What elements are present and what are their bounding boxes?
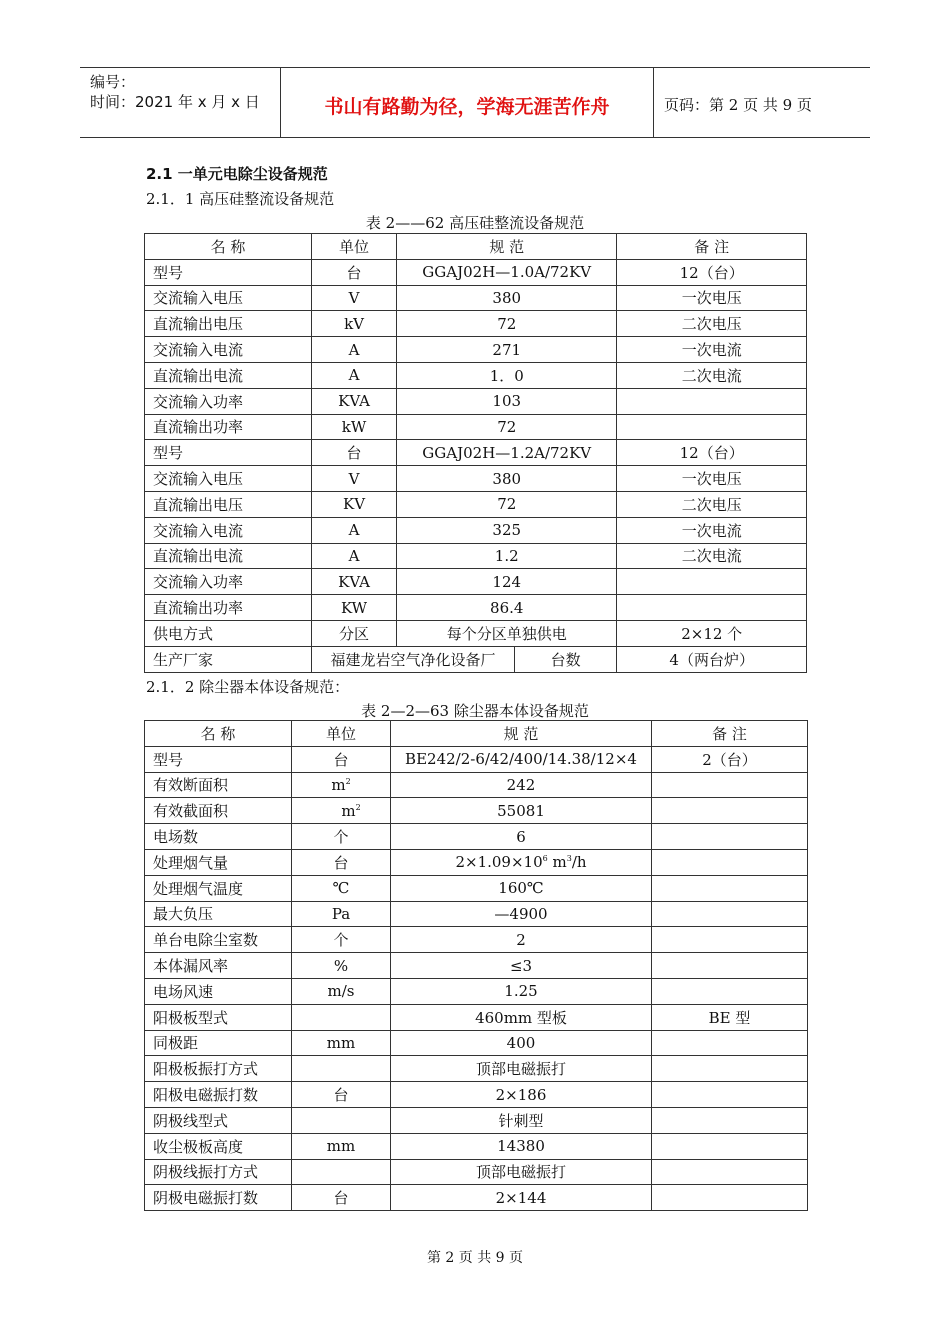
unit-cell: V <box>312 285 397 311</box>
subsection-1-title: 2.1．1 高压硅整流设备规范 <box>146 190 335 208</box>
remark-cell: 2（台） <box>652 746 808 772</box>
item-name-cell: 交流输入电流 <box>145 337 312 363</box>
column-header: 备 注 <box>617 234 807 260</box>
spec-cell: 顶部电磁振打 <box>391 1159 652 1185</box>
time-label: 时间：2021 年 x 月 x 日 <box>90 93 260 111</box>
table-row <box>145 1030 808 1056</box>
item-name-cell: 交流输入电压 <box>145 285 312 311</box>
item-name-cell: 型号 <box>145 746 292 772</box>
remark-cell <box>652 1159 808 1185</box>
superscript: 3 <box>566 854 572 864</box>
column-header: 名 称 <box>145 721 292 747</box>
column-header: 名 称 <box>145 234 312 260</box>
remark-cell: BE 型 <box>652 1004 808 1030</box>
unit-cell: KV <box>312 491 397 517</box>
spec-cell: 2 <box>391 927 652 953</box>
table-row <box>145 414 807 440</box>
remark-cell: 一次电流 <box>617 337 807 363</box>
remark-cell <box>652 1030 808 1056</box>
column-header: 备 注 <box>652 721 808 747</box>
column-header: 规 范 <box>397 234 617 260</box>
maker-cell: 福建龙岩空气净化设备厂 <box>312 646 515 672</box>
item-name-cell: 处理烟气温度 <box>145 875 292 901</box>
table-row <box>145 311 807 337</box>
spec-cell: 86.4 <box>397 595 617 621</box>
spec-cell: 380 <box>397 285 617 311</box>
spec-cell: 1.2 <box>397 543 617 569</box>
table-row <box>145 746 808 772</box>
table-row <box>145 646 807 672</box>
unit-cell: 台 <box>312 440 397 466</box>
remark-cell <box>652 824 808 850</box>
remark-cell: 一次电流 <box>617 517 807 543</box>
table1-caption: 表 2——62 高压硅整流设备规范 <box>365 214 585 232</box>
unit-cell: 台 <box>292 1082 391 1108</box>
remark-cell <box>652 875 808 901</box>
item-name-cell: 有效截面积 <box>145 798 292 824</box>
remark-cell: 二次电流 <box>617 543 807 569</box>
item-name-cell: 直流输出电压 <box>145 311 312 337</box>
table-row <box>145 1004 808 1030</box>
column-header: 单位 <box>292 721 391 747</box>
table-row <box>145 491 807 517</box>
remark-cell <box>652 1082 808 1108</box>
item-name-cell: 直流输出电流 <box>145 543 312 569</box>
item-name-cell: 型号 <box>145 440 312 466</box>
remark-cell <box>652 978 808 1004</box>
spec-cell: $2\times 1.09\times 10^6$ $m^3/h$ <box>391 849 652 875</box>
remark-cell: 4（两台炉） <box>617 646 807 672</box>
remark-cell <box>652 1056 808 1082</box>
table-row <box>145 927 808 953</box>
spec-cell: 针刺型 <box>391 1107 652 1133</box>
spec-cell: 242 <box>391 772 652 798</box>
table-row <box>145 798 808 824</box>
table-row <box>145 1056 808 1082</box>
spec-cell: BE242/2-6/42/400/14.38/12×4 <box>391 746 652 772</box>
table-row <box>145 1082 808 1108</box>
remark-cell: 12（台） <box>617 259 807 285</box>
remark-cell <box>617 414 807 440</box>
page-footer: 第 2 页 共 9 页 <box>426 1250 524 1266</box>
item-name-cell: 阳极电磁振打数 <box>145 1082 292 1108</box>
spec-cell: 6 <box>391 824 652 850</box>
table-row <box>145 1133 808 1159</box>
table-row <box>145 1159 808 1185</box>
remark-cell: 二次电流 <box>617 362 807 388</box>
unit-cell: m/s <box>292 978 391 1004</box>
item-name-cell: 最大负压 <box>145 901 292 927</box>
spec-cell: 72 <box>397 311 617 337</box>
table-row <box>145 517 807 543</box>
remark-cell <box>652 849 808 875</box>
table-row <box>145 259 807 285</box>
unit-cell: A <box>312 517 397 543</box>
unit-cell: 个 <box>292 824 391 850</box>
unit-cell: 台 <box>292 849 391 875</box>
unit-cell: A <box>312 362 397 388</box>
table-row <box>145 772 808 798</box>
unit-cell: V <box>312 466 397 492</box>
unit-cell: ℃ <box>292 875 391 901</box>
table-row <box>145 978 808 1004</box>
spec-cell: 72 <box>397 414 617 440</box>
unit-cell: Pa <box>292 901 391 927</box>
unit-cell: KW <box>312 595 397 621</box>
spec-cell: 顶部电磁振打 <box>391 1056 652 1082</box>
table-row <box>145 337 807 363</box>
column-header: 单位 <box>312 234 397 260</box>
item-name-cell: 直流输出电压 <box>145 491 312 517</box>
table-row <box>145 543 807 569</box>
table-row <box>145 440 807 466</box>
table-row <box>145 362 807 388</box>
item-name-cell: 阴极线振打方式 <box>145 1159 292 1185</box>
page-header <box>80 67 870 138</box>
item-name-cell: 直流输出电流 <box>145 362 312 388</box>
spec-cell: 2×186 <box>391 1082 652 1108</box>
item-name-cell: 阴极电磁振打数 <box>145 1185 292 1211</box>
item-name-cell: 交流输入电压 <box>145 466 312 492</box>
spec-cell: 55081 <box>391 798 652 824</box>
spec-cell: ≤3 <box>391 953 652 979</box>
spec-cell: 325 <box>397 517 617 543</box>
item-name-cell: 交流输入电流 <box>145 517 312 543</box>
remark-cell <box>652 1185 808 1211</box>
spec-cell: 1．0 <box>397 362 617 388</box>
table-row <box>145 953 808 979</box>
item-name-cell: 电场风速 <box>145 978 292 1004</box>
unit-cell: 台 <box>292 746 391 772</box>
remark-cell <box>652 772 808 798</box>
remark-cell: 二次电压 <box>617 491 807 517</box>
unit-cell: KVA <box>312 569 397 595</box>
unit-cell: $m^2$ <box>292 772 391 798</box>
table-row <box>145 620 807 646</box>
spec-cell: 14380 <box>391 1133 652 1159</box>
number-label: 编号： <box>90 73 136 91</box>
remark-cell <box>652 798 808 824</box>
item-name-cell: 直流输出功率 <box>145 414 312 440</box>
header-meta <box>80 68 281 137</box>
table-row <box>145 824 808 850</box>
item-name-cell: 电场数 <box>145 824 292 850</box>
unit-cell: 分区 <box>312 620 397 646</box>
item-name-cell: 生产厂家 <box>145 646 312 672</box>
table-row <box>145 1185 808 1211</box>
hv-rectifier-spec-table <box>144 233 807 673</box>
item-name-cell: 收尘极板高度 <box>145 1133 292 1159</box>
remark-cell: 12（台） <box>617 440 807 466</box>
table-row <box>145 388 807 414</box>
table-row <box>145 1107 808 1133</box>
remark-cell <box>652 1133 808 1159</box>
item-name-cell: 处理烟气量 <box>145 849 292 875</box>
item-name-cell: 阳极板型式 <box>145 1004 292 1030</box>
unit-cell: KVA <box>312 388 397 414</box>
unit-cell: mm <box>292 1030 391 1056</box>
table-row <box>145 285 807 311</box>
unit-cell: A <box>312 543 397 569</box>
column-header: 规 范 <box>391 721 652 747</box>
spec-cell: 460mm 型板 <box>391 1004 652 1030</box>
unit-cell: % <box>292 953 391 979</box>
table2-caption: 表 2—2—63 除尘器本体设备规范 <box>361 702 589 720</box>
spec-cell: 103 <box>397 388 617 414</box>
item-name-cell: 供电方式 <box>145 620 312 646</box>
unit-cell: 台 <box>312 259 397 285</box>
table-header-row <box>145 234 807 260</box>
remark-cell <box>652 901 808 927</box>
spec-cell: —4900 <box>391 901 652 927</box>
spec-cell: 每个分区单独供电 <box>397 620 617 646</box>
table-row <box>145 849 808 875</box>
section-title: 2.1 一单元电除尘设备规范 <box>146 165 328 183</box>
spec-cell: 160℃ <box>391 875 652 901</box>
spec-cell: GGAJ02H—1.0A/72KV <box>397 259 617 285</box>
remark-cell <box>652 1107 808 1133</box>
page-info: 页码：第 2 页 共 9 页 <box>664 96 812 114</box>
spec-cell: 400 <box>391 1030 652 1056</box>
unit-cell: kW <box>312 414 397 440</box>
count-label-cell: 台数 <box>514 646 616 672</box>
superscript: 2 <box>345 776 351 786</box>
item-name-cell: 同极距 <box>145 1030 292 1056</box>
table-row <box>145 569 807 595</box>
table-row <box>145 901 808 927</box>
header-page-cell <box>654 68 870 137</box>
unit-cell: $m^2$ <box>292 798 391 824</box>
unit-cell <box>292 1004 391 1030</box>
item-name-cell: 交流输入功率 <box>145 388 312 414</box>
item-name-cell: 单台电除尘室数 <box>145 927 292 953</box>
unit-cell: 个 <box>292 927 391 953</box>
unit-cell: A <box>312 337 397 363</box>
unit-cell: kV <box>312 311 397 337</box>
remark-cell: 二次电压 <box>617 311 807 337</box>
spec-cell: GGAJ02H—1.2A/72KV <box>397 440 617 466</box>
remark-cell <box>617 569 807 595</box>
spec-cell: 380 <box>397 466 617 492</box>
unit-cell: 台 <box>292 1185 391 1211</box>
precipitator-body-spec-table <box>144 720 808 1211</box>
item-name-cell: 型号 <box>145 259 312 285</box>
item-name-cell: 交流输入功率 <box>145 569 312 595</box>
table-header-row <box>145 721 808 747</box>
remark-cell <box>652 953 808 979</box>
superscript: 2 <box>355 802 361 812</box>
table-row <box>145 875 808 901</box>
spec-cell: 72 <box>397 491 617 517</box>
item-name-cell: 阳极板振打方式 <box>145 1056 292 1082</box>
remark-cell <box>617 595 807 621</box>
item-name-cell: 直流输出功率 <box>145 595 312 621</box>
spec-cell: 2×144 <box>391 1185 652 1211</box>
item-name-cell: 本体漏风率 <box>145 953 292 979</box>
spec-cell: 1.25 <box>391 978 652 1004</box>
motto: 书山有路勤为径，学海无涯苦作舟 <box>324 96 610 118</box>
table-row <box>145 466 807 492</box>
header-motto-cell <box>281 68 654 137</box>
superscript: 6 <box>542 854 548 864</box>
remark-cell: 一次电压 <box>617 466 807 492</box>
unit-cell <box>292 1056 391 1082</box>
subsection-2-title: 2.1．2 除尘器本体设备规范： <box>146 678 350 696</box>
item-name-cell: 有效断面积 <box>145 772 292 798</box>
unit-cell <box>292 1107 391 1133</box>
remark-cell <box>617 388 807 414</box>
remark-cell <box>652 927 808 953</box>
unit-cell: mm <box>292 1133 391 1159</box>
remark-cell: 2×12 个 <box>617 620 807 646</box>
spec-cell: 271 <box>397 337 617 363</box>
table-row <box>145 595 807 621</box>
remark-cell: 一次电压 <box>617 285 807 311</box>
item-name-cell: 阴极线型式 <box>145 1107 292 1133</box>
spec-cell: 124 <box>397 569 617 595</box>
unit-cell <box>292 1159 391 1185</box>
